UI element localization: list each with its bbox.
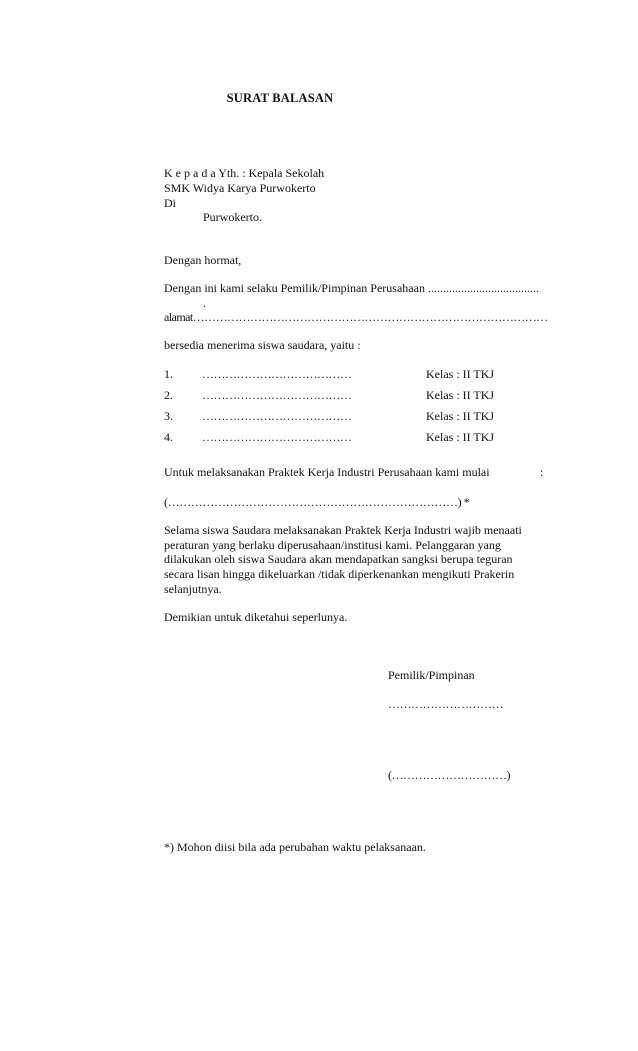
salutation: Dengan hormat, bbox=[164, 253, 242, 267]
praktek-colon: : bbox=[540, 465, 544, 479]
signature-name-blank: (…………………………) bbox=[388, 768, 510, 782]
intro-company-line: Dengan ini kami selaku Pemilik/Pimpinan Perusahaan ..................................... bbox=[164, 281, 539, 295]
intro-address-line: alamat………………………………………………………………………………… bbox=[164, 310, 548, 324]
signature-role: Pemilik/Pimpinan bbox=[388, 668, 475, 682]
footnote: *) Mohon diisi bila ada perubahan waktu pelaksanaan. bbox=[164, 840, 426, 854]
recipient-line: K e p a d a Yth. : Kepala Sekolah bbox=[164, 166, 325, 180]
student-class: Kelas : II TKJ bbox=[426, 367, 495, 381]
student-class: Kelas : II TKJ bbox=[426, 409, 495, 423]
letter-title: SURAT BALASAN bbox=[226, 91, 334, 105]
recipient-city: Purwokerto. bbox=[203, 210, 262, 224]
student-number: 1. bbox=[164, 367, 173, 381]
intro-accept-line: bersedia menerima siswa saudara, yaitu : bbox=[164, 338, 361, 352]
rules-line: secara lisan hingga dikeluarkan /tidak diperkenankan mengikuti Prakerin bbox=[164, 567, 515, 581]
rules-line: peraturan yang berlaku diperusahaan/institusi kami. Pelanggaran yang bbox=[164, 538, 501, 552]
signature-blank: ………………………… bbox=[388, 697, 503, 711]
student-name-blank: ………………………………… bbox=[202, 388, 352, 402]
student-name-blank: ………………………………… bbox=[202, 409, 352, 423]
student-class: Kelas : II TKJ bbox=[426, 388, 495, 402]
recipient-school: SMK Widya Karya Purwokerto bbox=[164, 181, 316, 195]
praktek-line: Untuk melaksanakan Praktek Kerja Industri Perusahaan kami mulai bbox=[164, 465, 490, 479]
student-number: 2. bbox=[164, 388, 173, 402]
student-number: 3. bbox=[164, 409, 173, 423]
praktek-date-blank: (…………………………………………………………………) * bbox=[164, 495, 470, 509]
recipient-di: Di bbox=[164, 196, 176, 210]
student-name-blank: ………………………………… bbox=[202, 367, 352, 381]
student-name-blank: ………………………………… bbox=[202, 430, 352, 444]
intro-dot: . bbox=[203, 296, 206, 310]
rules-line: Selama siswa Saudara melaksanakan Praktek Kerja Industri wajib menaati bbox=[164, 523, 522, 537]
rules-line: selanjutnya. bbox=[164, 582, 222, 596]
closing-text: Demikian untuk diketahui seperlunya. bbox=[164, 610, 348, 624]
student-class: Kelas : II TKJ bbox=[426, 430, 495, 444]
rules-line: dilakukan oleh siswa Saudara akan mendapatkan sangksi berupa teguran bbox=[164, 552, 513, 566]
student-number: 4. bbox=[164, 430, 173, 444]
